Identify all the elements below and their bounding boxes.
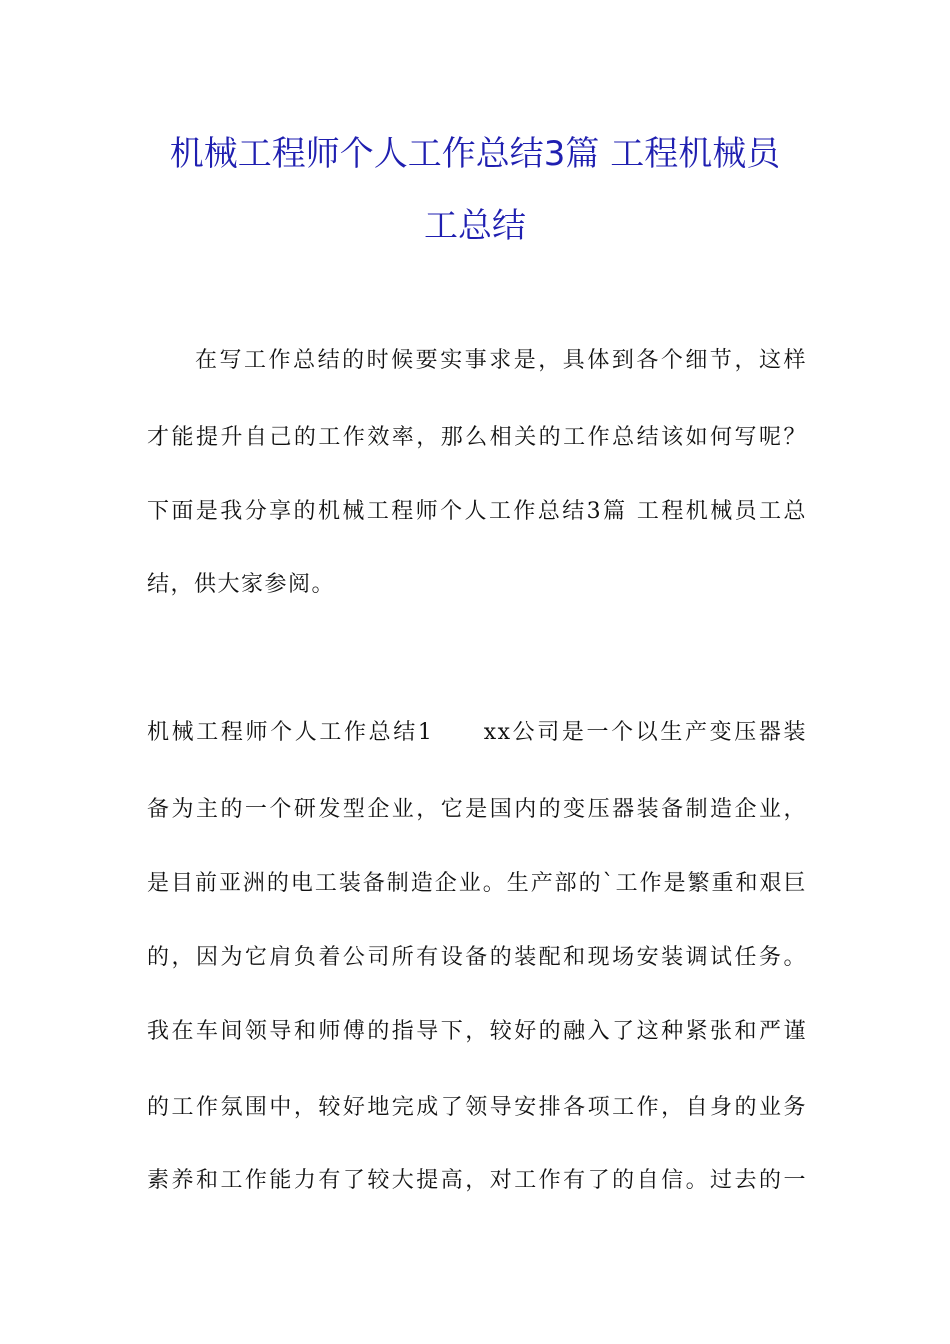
intro-line-4: 结，供大家参阅。: [147, 572, 336, 597]
document-title-line-2: 工总结: [424, 206, 526, 246]
document-title-line-1: 机械工程师个人工作总结3篇 工程机械员: [169, 134, 781, 174]
section-1-line-3: 是目前亚洲的电工装备制造企业。生产部的`工作是繁重和艰巨: [147, 871, 807, 896]
section-1-line-4: 的，因为它肩负着公司所有设备的装配和现场安装调试任务。: [147, 945, 807, 970]
section-1-line-6: 的工作氛围中，较好地完成了领导安排各项工作，自身的业务: [147, 1095, 807, 1120]
intro-line-2: 才能提升自己的工作效率，那么相关的工作总结该如何写呢？: [147, 425, 807, 450]
section-1-line-7: 素养和工作能力有了较大提高，对工作有了的自信。过去的一: [147, 1168, 807, 1193]
section-1-line-1: 机械工程师个人工作总结1 xx公司是一个以生产变压器装: [147, 720, 807, 745]
intro-line-3: 下面是我分享的机械工程师个人工作总结3篇 工程机械员工总: [147, 499, 807, 524]
section-1-line-2: 备为主的一个研发型企业，它是国内的变压器装备制造企业，: [147, 797, 807, 822]
intro-line-1: 在写工作总结的时候要实事求是，具体到各个细节，这样: [195, 348, 807, 373]
section-1-line-5: 我在车间领导和师傅的指导下，较好的融入了这种紧张和严谨: [147, 1019, 807, 1044]
